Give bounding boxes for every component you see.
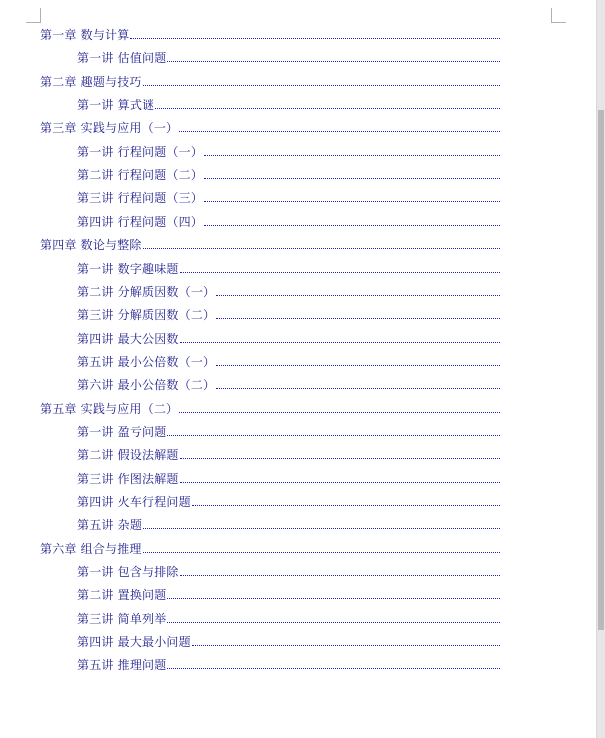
- toc-entry-label: 第二讲 置换问题: [77, 588, 167, 603]
- toc-entry-label: 第二讲 行程问题（二）: [77, 168, 204, 183]
- toc-entry[interactable]: [77, 516, 500, 532]
- toc-entry[interactable]: [77, 49, 500, 65]
- toc-dot-leader: [216, 295, 500, 296]
- toc-dot-leader: [216, 365, 500, 366]
- vertical-scrollbar[interactable]: [596, 0, 605, 738]
- scrollbar-thumb[interactable]: [598, 110, 604, 630]
- toc-entry-label: 第二章 趣题与技巧: [40, 74, 142, 89]
- toc-entry-label: 第三章 实践与应用（一）: [40, 121, 179, 136]
- toc-dot-leader: [204, 225, 500, 226]
- toc-entry-label: 第一讲 数字趣味题: [77, 261, 179, 276]
- toc-dot-leader: [167, 598, 500, 599]
- toc-entry[interactable]: [77, 260, 500, 276]
- toc-dot-leader: [216, 388, 500, 389]
- toc-dot-leader: [143, 552, 500, 553]
- toc-entry[interactable]: [77, 656, 500, 672]
- toc-entry-label: 第一讲 盈亏问题: [77, 424, 167, 439]
- toc-dot-leader: [143, 528, 500, 529]
- toc-entry-label: 第三讲 简单列举: [77, 611, 167, 626]
- toc-entry[interactable]: [40, 540, 500, 556]
- page-corner-mark-top-left: [26, 8, 41, 23]
- toc-entry[interactable]: [77, 213, 500, 229]
- toc-entry-label: 第四章 数论与整除: [40, 238, 142, 253]
- toc-entry-label: 第四讲 行程问题（四）: [77, 214, 204, 229]
- toc-entry[interactable]: [77, 189, 500, 205]
- toc-entry-label: 第三讲 作图法解题: [77, 471, 179, 486]
- toc-dot-leader: [167, 435, 500, 436]
- toc-entry[interactable]: [40, 119, 500, 135]
- toc-entry[interactable]: [77, 423, 500, 439]
- toc-dot-leader: [180, 482, 500, 483]
- toc-entry[interactable]: [77, 353, 500, 369]
- toc-dot-leader: [204, 155, 500, 156]
- toc-dot-leader: [167, 668, 500, 669]
- toc-entry-label: 第五讲 杂题: [77, 518, 143, 533]
- toc-dot-leader: [179, 131, 500, 132]
- toc-entry[interactable]: [77, 610, 500, 626]
- toc-entry-label: 第五章 实践与应用（二）: [40, 401, 179, 416]
- toc-entry-label: 第一讲 行程问题（一）: [77, 144, 204, 159]
- toc-entry-label: 第四讲 火车行程问题: [77, 495, 191, 509]
- toc-entry[interactable]: [77, 446, 500, 462]
- toc-entry-label: 第二讲 假设法解题: [77, 448, 179, 463]
- toc-dot-leader: [180, 272, 500, 273]
- toc-dot-leader: [204, 201, 500, 202]
- toc-dot-leader: [180, 342, 500, 343]
- toc-entry-label: 第三讲 行程问题（三）: [77, 191, 204, 206]
- toc-entry-label: 第六章 组合与推理: [40, 541, 142, 556]
- toc-dot-leader: [216, 318, 500, 319]
- toc-entry-label: 第六讲 最小公倍数（二）: [77, 378, 216, 393]
- toc-entry-label: 第五讲 推理问题: [77, 658, 167, 673]
- toc-dot-leader: [143, 248, 500, 249]
- toc-entry[interactable]: [77, 586, 500, 602]
- toc-entry-label: 第三讲 分解质因数（二）: [77, 308, 216, 323]
- toc-dot-leader: [192, 505, 500, 506]
- toc-entry[interactable]: [40, 236, 500, 252]
- toc-entry[interactable]: [77, 143, 500, 159]
- toc-dot-leader: [180, 458, 500, 459]
- toc-dot-leader: [180, 575, 500, 576]
- toc-entry[interactable]: [77, 306, 500, 322]
- toc-dot-leader: [167, 622, 500, 623]
- toc-entry-label: 第四讲 最大最小问题: [77, 635, 191, 650]
- toc-entry[interactable]: [77, 96, 500, 112]
- page-corner-mark-top-right: [551, 8, 566, 23]
- toc-entry[interactable]: [77, 493, 500, 509]
- toc-dot-leader: [179, 412, 500, 413]
- toc-entry-label: 第一讲 估值问题: [77, 51, 167, 66]
- toc-dot-leader: [155, 108, 500, 109]
- toc-entry[interactable]: [40, 400, 500, 416]
- toc-entry[interactable]: [40, 26, 500, 42]
- toc-dot-leader: [143, 85, 500, 86]
- toc-entry-label: 第二讲 分解质因数（一）: [77, 284, 216, 299]
- toc-dot-leader: [130, 38, 500, 39]
- toc-dot-leader: [204, 178, 500, 179]
- toc-entry[interactable]: [77, 376, 500, 392]
- toc-entry-label: 第一讲 包含与排除: [77, 565, 179, 580]
- toc-entry-label: 第四讲 最大公因数: [77, 331, 179, 346]
- toc-entry[interactable]: [77, 633, 500, 649]
- toc-entry[interactable]: [77, 283, 500, 299]
- toc-entry[interactable]: [77, 330, 500, 346]
- toc-entry[interactable]: [77, 470, 500, 486]
- toc-dot-leader: [192, 645, 500, 646]
- toc-entry-label: 第一章 数与计算: [40, 28, 130, 42]
- toc-dot-leader: [167, 61, 500, 62]
- toc-entry[interactable]: [77, 563, 500, 579]
- toc-entry[interactable]: [40, 73, 500, 89]
- toc-entry[interactable]: [77, 166, 500, 182]
- toc-entry-label: 第五讲 最小公倍数（一）: [77, 354, 216, 369]
- toc-entry-label: 第一讲 算式谜: [77, 98, 155, 113]
